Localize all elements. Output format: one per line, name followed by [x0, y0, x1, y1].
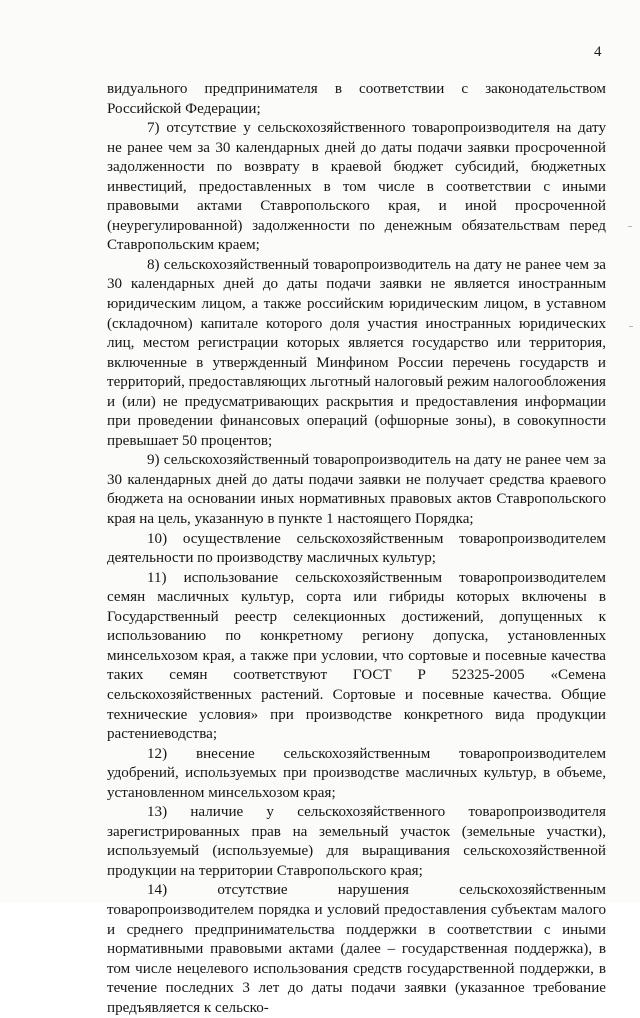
- paragraph-item-11: 11) использование сельскохозяйственным товаропроизводителем семян масличных культур, сорта или гибриды которых включены в Государственный реестр селекционных достижений, допущенных к использованию по конкретному региону допуска, установленных минсельхозом края, а также при условии, что сортовые и посевные качества таких семян соответствуют ГОСТ Р 52325-2005 «Семена сельскохозяйственных растений. Сортовые и посевные качества. Общие технические условия» при производстве конкретного вида продукции растениеводства;: [107, 569, 606, 743]
- scan-mark: [629, 326, 633, 327]
- paragraph-item-13: 13) наличие у сельскохозяйственного товаропроизводителя зарегистрированных прав на земельный участок (земельные участки), используемый (используемые) для выращивания сельскохозяйственной продукции на территории Ставропольского края;: [107, 804, 606, 879]
- page-number: 4: [594, 44, 602, 60]
- paragraph-item-12: 12) внесение сельскохозяйственным товаропроизводителем удобрений, используемых при производстве масличных культур, в объеме, установленном минсельхозом края;: [107, 745, 606, 801]
- document-body: [107, 80, 606, 1018]
- paragraph-continuation: видуального предпринимателя в соответствии с законодательством Российской Федерации;: [107, 81, 606, 117]
- paragraph-item-10: 10) осуществление сельскохозяйственным товаропроизводителем деятельности по производству масличных культур;: [107, 530, 606, 567]
- paragraph-item-7: 7) отсутствие у сельскохозяйственного товаропроизводителя на дату не ранее чем за 30 календарных дней до даты подачи заявки просроченной задолженности по возврату в краевой бюджет субсидий, бюджетных инвестиций, предоставленных в том числе в соответствии с иными правовыми актами Ставропольского края, и иной просроченной (неурегулированной) задолженности по денежным обязательствам перед Ставропольским краем;: [107, 120, 606, 254]
- paragraph-item-9: 9) сельскохозяйственный товаропроизводитель на дату не ранее чем за 30 календарных дней до даты подачи заявки не получает средства краевого бюджета на основании иных нормативных правовых актов Ставропольского края на цель, указанную в пункте 1 настоящего Порядка;: [107, 452, 606, 528]
- paragraph-item-8: 8) сельскохозяйственный товаропроизводитель на дату не ранее чем за 30 календарных дней до даты подачи заявки не является иностранным юридическим лицом, а также российским юридическим лицом, в уставном (складочном) капитале которого доля участия иностранных юридических лиц, местом регистрации которых является государство или территория, включенные в утвержденный Минфином России перечень государств и территорий, предоставляющих льготный налоговый режим налогообложения и (или) не предусматривающих раскрытия и предоставления информации при проведении финансовых операций (офшорные зоны), в совокупности превышает 50 процентов;: [107, 256, 606, 449]
- scan-mark: [628, 226, 632, 227]
- paragraph-item-14: 14) отсутствие нарушения сельскохозяйственным товаропроизводителем порядка и условий предоставления субъектам малого и среднего предпринимательства поддержки в соответствии с иными нормативными правовыми актами (далее – государственная поддержка), в том числе нецелевого использования средств государственной поддержки, в течение последних 3 лет до даты подачи заявки (указанное требование предъявляется к сельско-: [107, 882, 606, 1016]
